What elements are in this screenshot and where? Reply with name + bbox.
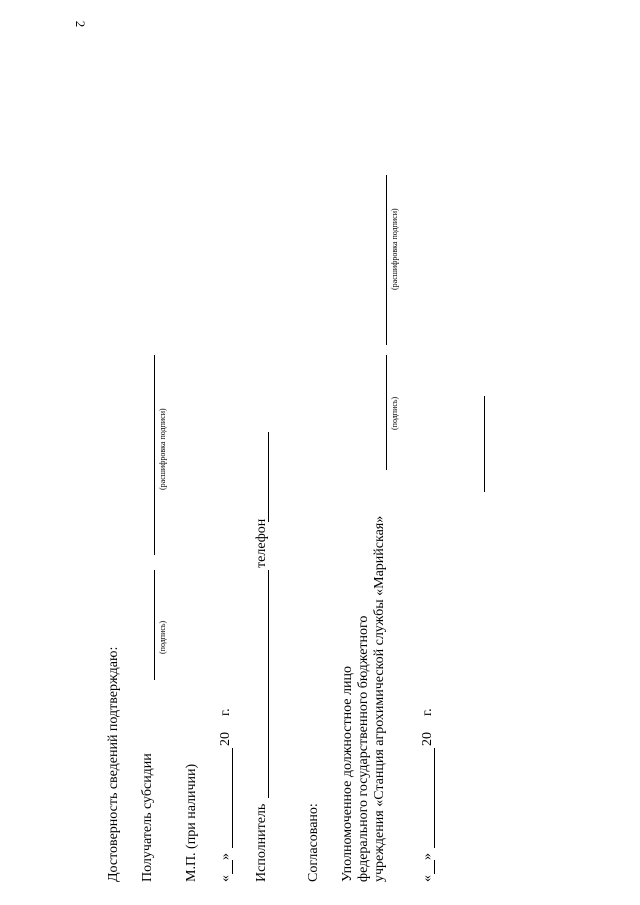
phone-label: телефон [254, 518, 269, 568]
recipient-signature-decode-caption: (расшифровка подписи) [158, 408, 167, 490]
official-line-2: федерального государственного бюджетного [356, 615, 371, 882]
approval-date-day-line [434, 860, 435, 874]
document-body [100, 90, 460, 890]
approval-date-year-prefix: 20 [420, 732, 435, 746]
certification-date-year-suffix: г. [218, 708, 233, 716]
recipient-signature-line [154, 570, 155, 680]
official-signature-line [386, 355, 387, 470]
certification-date-open: « [218, 875, 233, 882]
executor-line [268, 570, 269, 798]
page-number: 2 [73, 20, 88, 28]
recipient-signature-caption: (подпись) [158, 620, 167, 654]
official-line-3: учреждения «Станция агрохимической службы «Марийская» [372, 515, 387, 882]
certification-date-close: » [218, 853, 233, 860]
certification-date-month-line [232, 748, 233, 848]
approval-date-close: » [420, 853, 435, 860]
certification-date-day-line [232, 860, 233, 874]
certification-date-year-prefix: 20 [218, 732, 233, 746]
certification-heading: Достоверность сведений подтверждаю: [106, 646, 121, 882]
approval-extra-line [484, 396, 485, 492]
recipient-label: Получатель субсидии [140, 753, 155, 882]
approval-date-open: « [420, 875, 435, 882]
phone-line [268, 432, 269, 522]
official-signature-decode-line [386, 175, 387, 345]
official-line-1: Уполномоченное должностное лицо [340, 666, 355, 882]
official-signature-caption: (подпись) [390, 396, 399, 430]
approval-date-month-line [434, 748, 435, 848]
approval-date-year-suffix: г. [420, 708, 435, 716]
official-signature-decode-caption: (расшифровка подписи) [390, 208, 399, 290]
executor-label: Исполнитель [254, 803, 269, 882]
approval-heading: Согласовано: [306, 803, 321, 882]
seal-label: М.П. (при наличии) [184, 763, 199, 882]
recipient-signature-decode-line [154, 355, 155, 555]
